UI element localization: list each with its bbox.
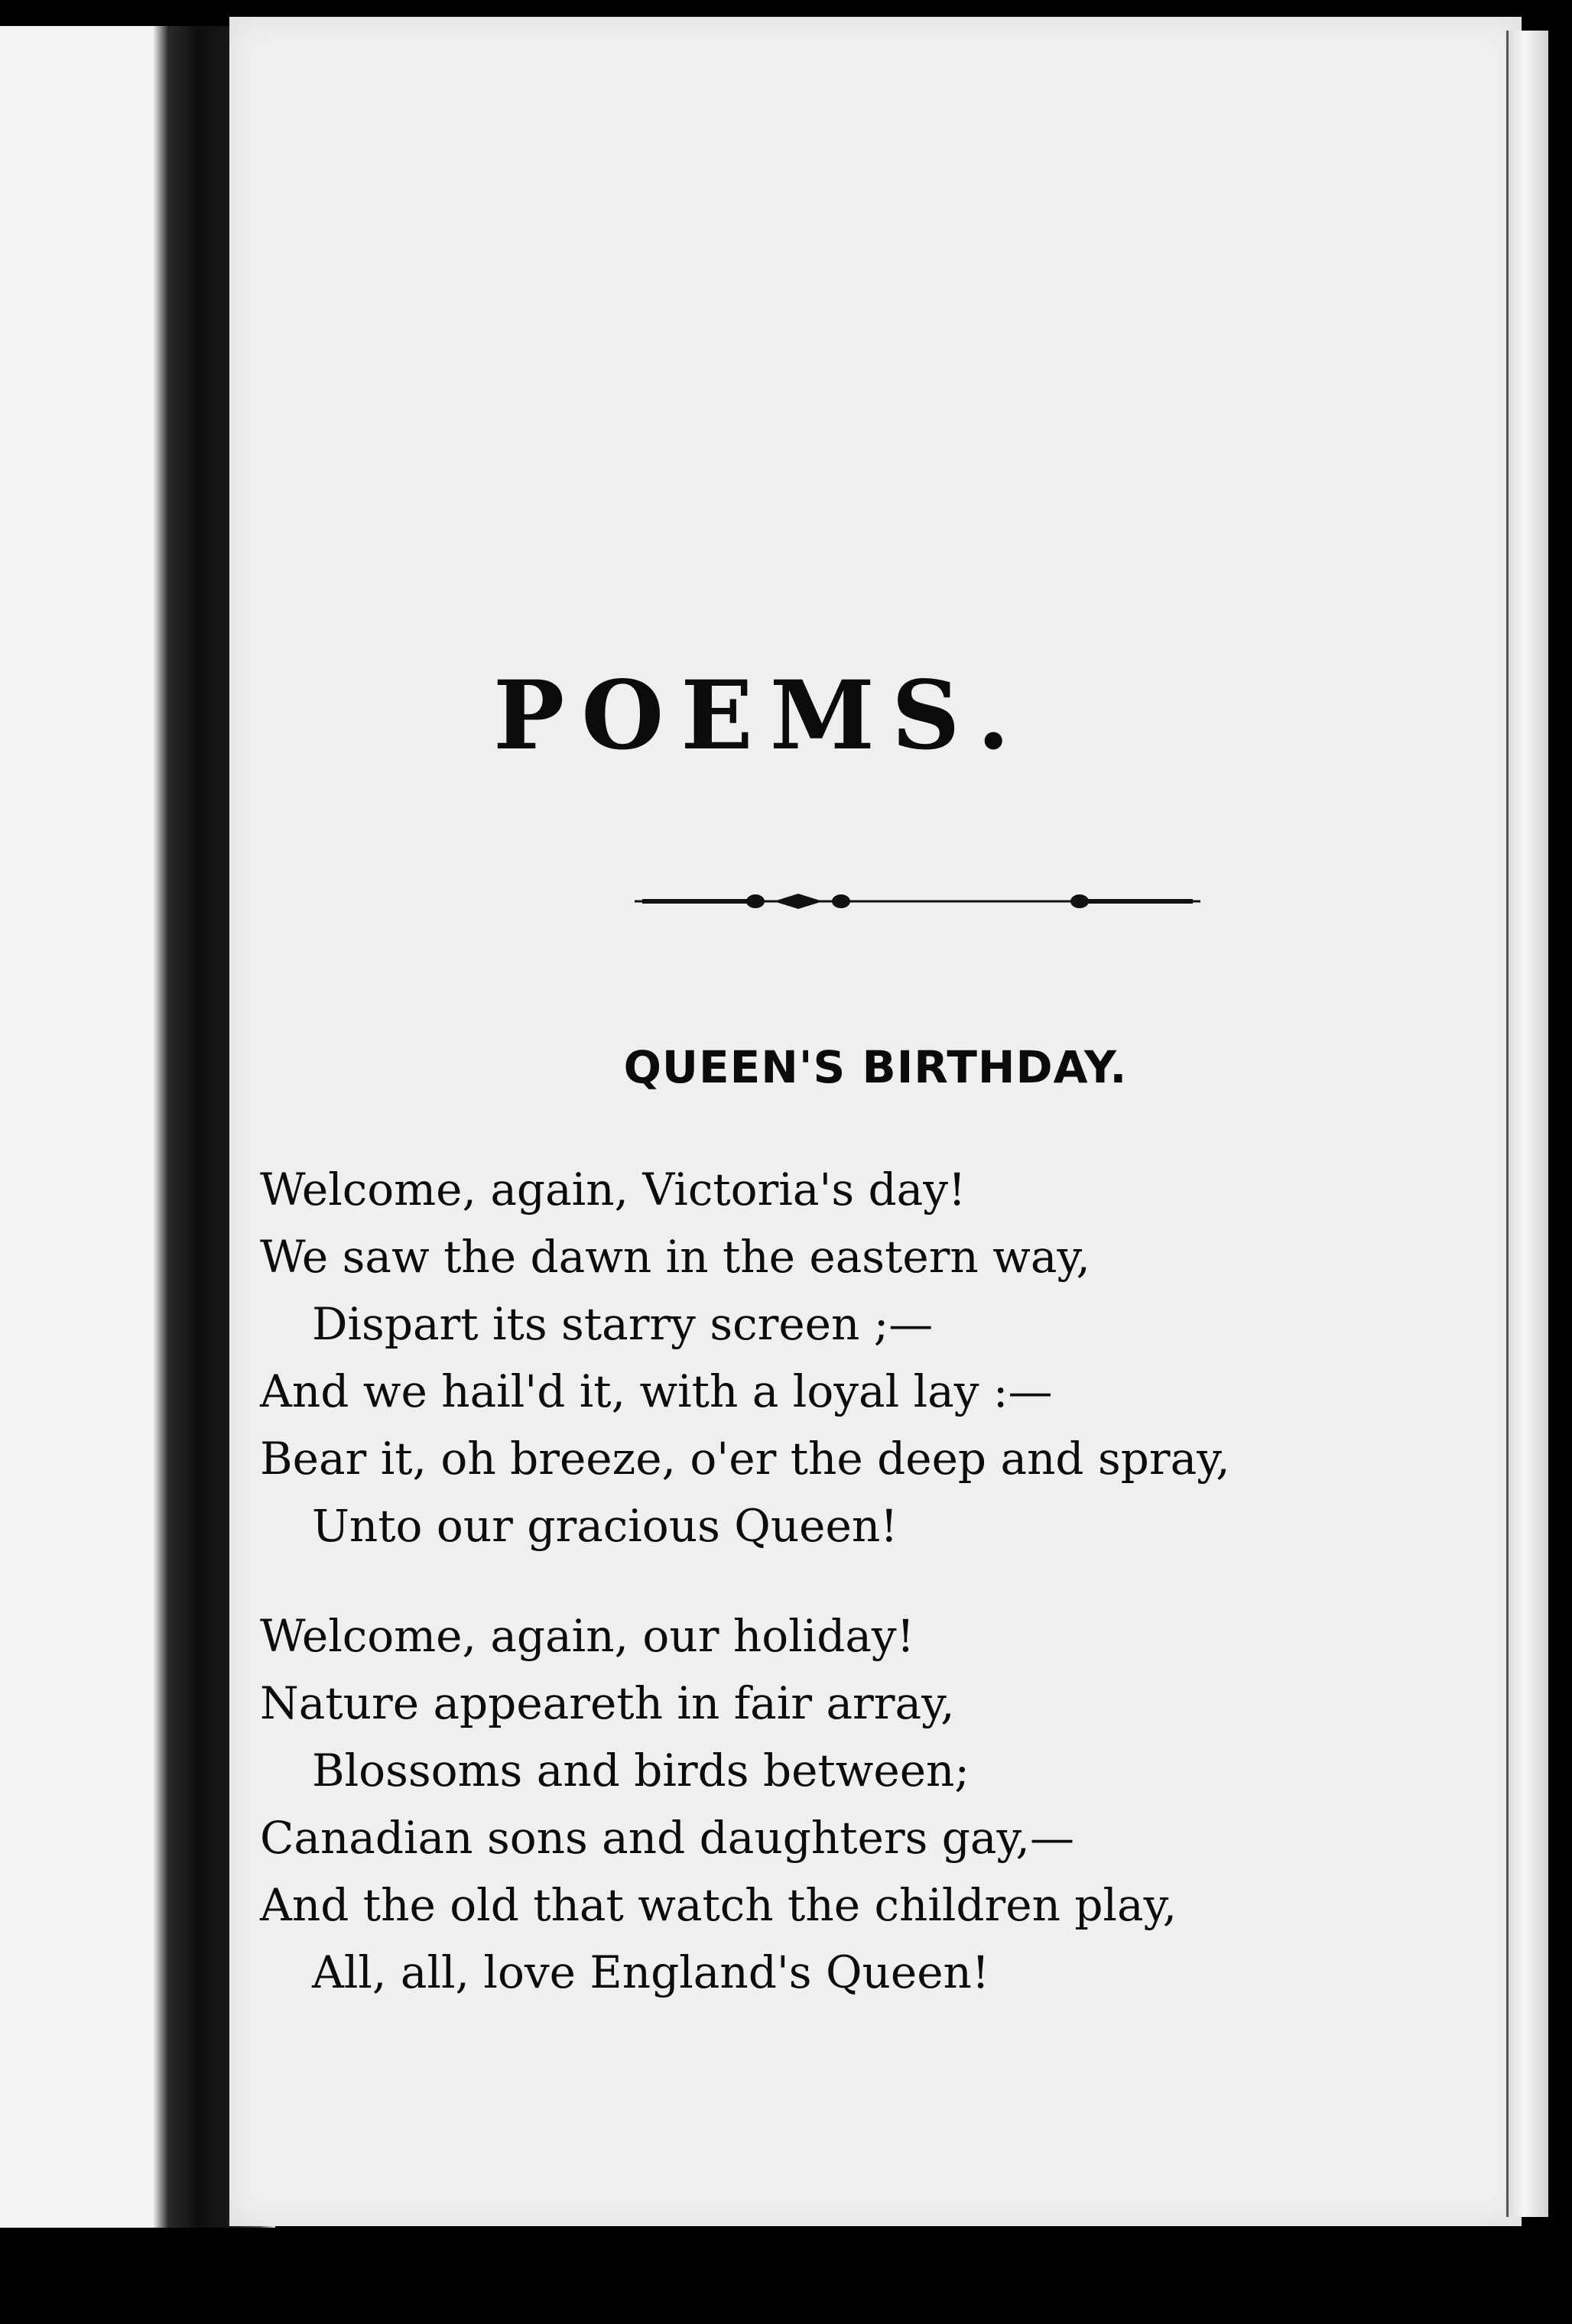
poem-line: And the old that watch the children play,	[260, 1879, 1177, 1931]
poem-stanza-2	[260, 1602, 1177, 2006]
page-stack-edge	[1506, 31, 1548, 2217]
page-title-mark: .	[976, 661, 1027, 771]
poem-line: Dispart its starry screen ;—	[312, 1298, 934, 1350]
page-title	[493, 661, 1334, 771]
poem-line: Blossoms and birds between;	[312, 1745, 970, 1797]
poem-line: Welcome, again, Victoria's day!	[260, 1164, 966, 1216]
poem-title: QUEEN'S BIRTHDAY.	[623, 1041, 1128, 1093]
poem-line: Canadian sons and daughters gay,—	[260, 1812, 1074, 1864]
ornamental-rule-icon	[635, 888, 1200, 914]
poem-line: And we hail'd it, with a loyal lay :—	[260, 1365, 1053, 1417]
poem-line: Unto our gracious Queen!	[312, 1500, 898, 1552]
poem-line: Welcome, again, our holiday!	[260, 1610, 915, 1662]
poem-line: All, all, love England's Queen!	[312, 1946, 990, 1998]
book-page	[229, 17, 1522, 2226]
poem-line: We saw the dawn in the eastern way,	[260, 1231, 1090, 1283]
poem-stanza-1	[260, 1156, 1230, 1560]
page-title-text: POEMS	[493, 661, 977, 771]
poem-line: Bear it, oh breeze, o'er the deep and spray,	[260, 1433, 1230, 1485]
poem-line: Nature appeareth in fair array,	[260, 1677, 955, 1729]
